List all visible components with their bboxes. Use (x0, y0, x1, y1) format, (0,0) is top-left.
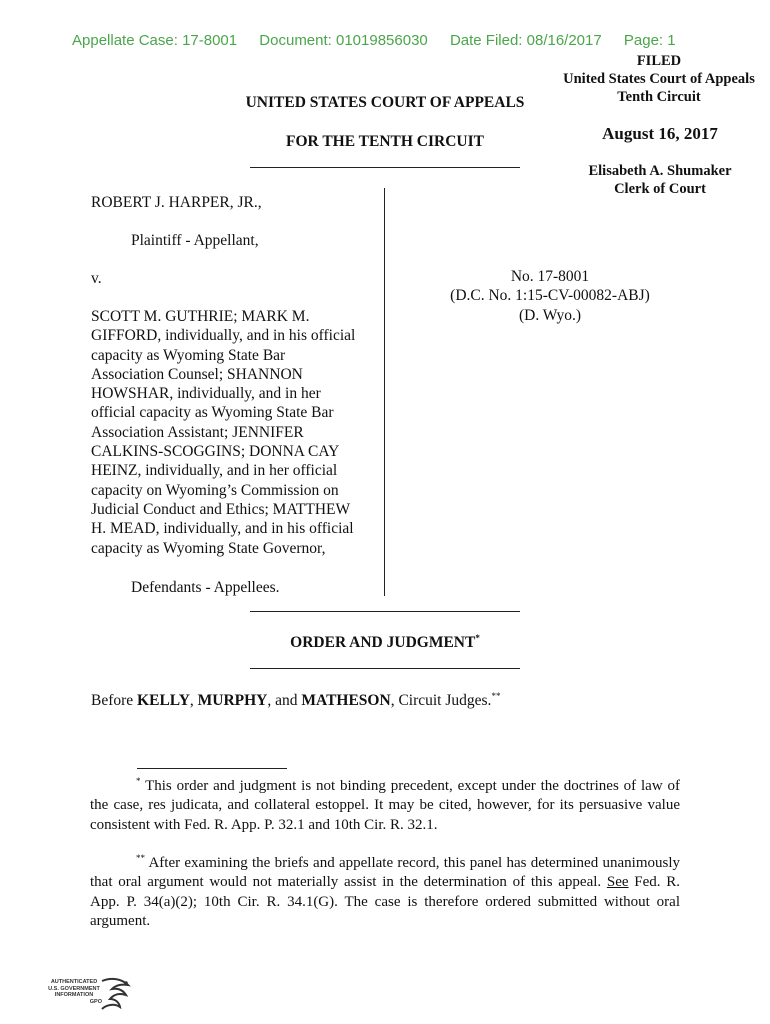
clerk-block (560, 162, 760, 198)
gpo-eagle-icon (96, 975, 136, 1015)
judge-kelly: KELLY (137, 692, 190, 709)
panel-sep-1: , (189, 692, 198, 709)
stamp-document: Document: 01019856030 (259, 32, 428, 49)
plaintiff-name: ROBERT J. HARPER, JR., (91, 194, 262, 211)
stamp-page: Page: 1 (623, 32, 676, 49)
dc-number: (D.C. No. 1:15-CV-00082-ABJ) (450, 287, 650, 305)
panel-prefix: Before (91, 692, 138, 709)
filed-circuit: Tenth Circuit (617, 89, 701, 105)
district: (D. Wyo.) (518, 306, 582, 324)
footnote-rule (137, 768, 287, 769)
defendants-line: official capacity as Wyoming State Bar (91, 404, 334, 422)
filed-date: August 16, 2017 (602, 124, 718, 143)
plaintiff-role: Plaintiff - Appellant, (131, 232, 259, 249)
defendants-line: Judicial Conduct and Ethics; MATTHEW (91, 500, 351, 518)
defendants-list (91, 307, 381, 558)
footnote-2 (90, 854, 680, 931)
case-info (400, 267, 700, 325)
defendants-line: capacity as Wyoming State Governor, (91, 539, 326, 557)
defendants-line: SCOTT M. GUTHRIE; MARK M. (91, 308, 310, 325)
gpo-line-3: INFORMATION (54, 992, 94, 998)
footnote-ref-1: * (475, 632, 480, 643)
judge-murphy: MURPHY (197, 692, 268, 709)
filing-stamp (72, 32, 694, 49)
stamp-case: Appellate Case: 17-8001 (72, 32, 238, 49)
defendants-line: HEINZ, individually, and in her official (91, 462, 338, 480)
court-circuit: FOR THE TENTH CIRCUIT (286, 133, 484, 150)
case-number: No. 17-8001 (510, 268, 590, 285)
filed-label: FILED (636, 53, 682, 69)
judge-matheson: MATHESON (301, 692, 391, 709)
footnote-2-text-b: Fed. R. App. P. 34(a)(2); 10th Cir. R. 34.1(G). The case is therefore ordered submitted without oral argument. (90, 874, 680, 929)
caption-divider (384, 188, 385, 596)
stamp-date-filed: Date Filed: 08/16/2017 (449, 32, 602, 49)
footnote-1-mark: * (136, 776, 141, 786)
clerk-name: Elisabeth A. Shumaker (588, 163, 732, 179)
footnote-1-text: This order and judgment is not binding precedent, except under the doctrines of law of the case, res judicata, and collateral estoppel. It may be cited, however, for its persuasive value consistent with Fed. R. App. P. 32.1 and 10th Cir. R. 32.1. (90, 778, 681, 833)
defendants-role: Defendants - Appellees. (131, 579, 280, 596)
defendants-line: Association Assistant; JENNIFER (91, 423, 304, 441)
defendants-line: H. MEAD, individually, and in his official (91, 520, 354, 538)
caption-rule (250, 611, 520, 612)
order-title (190, 634, 580, 652)
defendants-line: capacity as Wyoming State Bar (91, 346, 286, 364)
versus: v. (91, 270, 102, 287)
filed-court: United States Court of Appeals (563, 71, 755, 87)
footnote-1 (90, 777, 680, 835)
footnote-2-see: See (606, 874, 629, 891)
order-rule (250, 668, 520, 669)
heading-rule (250, 167, 520, 168)
defendants-line: CALKINS-SCOGGINS; DONNA CAY (91, 443, 340, 461)
panel-line (91, 692, 500, 710)
gpo-line-1: AUTHENTICATED (50, 979, 98, 985)
defendants-line: HOWSHAR, individually, and in her (91, 385, 321, 403)
gpo-line-4: GPO (89, 998, 102, 1005)
footnote-2-text-a: After examining the briefs and appellate record, this panel has determined unanimously that oral argument would not materially assist in the determination of this appeal. (90, 855, 680, 891)
defendants-line: GIFFORD, individually, and in his official (91, 327, 356, 345)
panel-suffix: , Circuit Judges. (390, 692, 492, 709)
clerk-title: Clerk of Court (614, 181, 706, 197)
defendants-line: Association Counsel; SHANNON (91, 365, 303, 383)
gpo-line-2: U.S. GOVERNMENT (48, 985, 100, 992)
court-name: UNITED STATES COURT OF APPEALS (245, 94, 525, 111)
gpo-authentication-logo (44, 975, 134, 1015)
footnote-ref-2: ** (491, 690, 501, 701)
gpo-logo-text (44, 979, 104, 1005)
order-title-text: ORDER AND JUDGMENT (290, 634, 476, 651)
defendants-line: capacity on Wyoming’s Commission on (91, 481, 339, 499)
footnote-2-mark: ** (136, 853, 145, 863)
panel-sep-2: , and (267, 692, 302, 709)
